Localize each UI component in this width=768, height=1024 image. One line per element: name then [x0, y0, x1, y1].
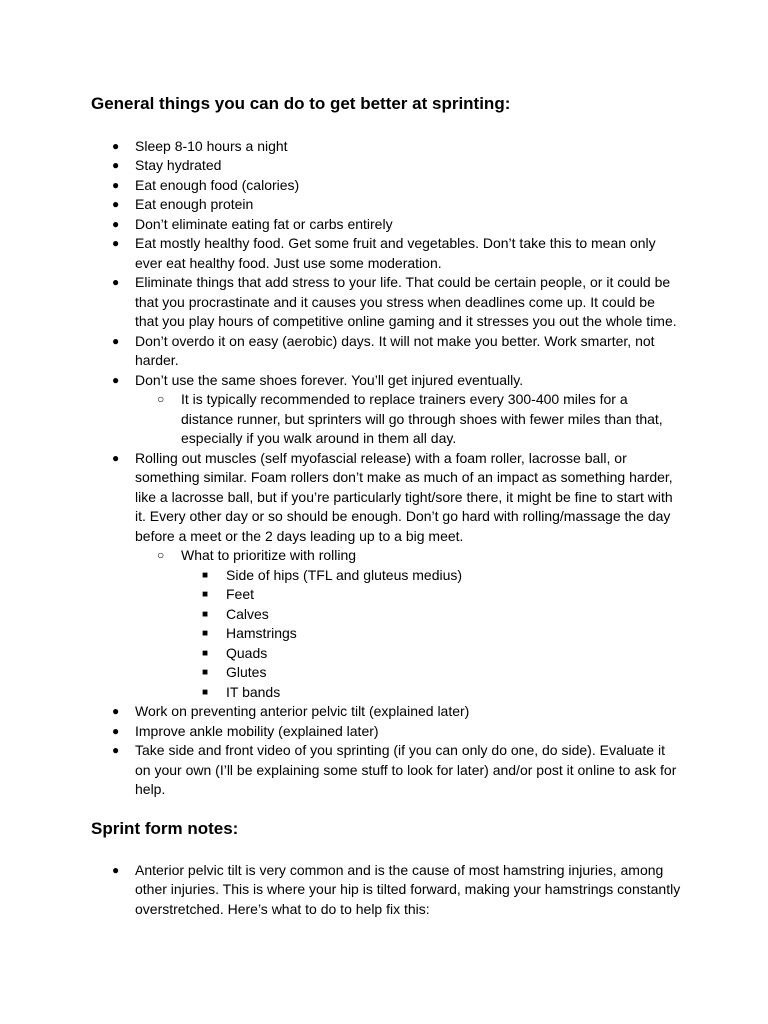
bullet-icon: ■ [202, 589, 209, 600]
list-item [0, 234, 681, 273]
list-item-text: Calves [226, 605, 269, 622]
bullet-icon: ● [112, 177, 120, 192]
bullet-icon: ■ [202, 667, 209, 678]
list-item-text: Sleep 8-10 hours a night [135, 137, 288, 154]
list-item-text: Take side and front video of you sprinting (if you can only do one, do side). Evaluate it on your own (I’ll be explaining some stuff to look for later) and/or post it online to ask for help. [135, 742, 677, 797]
list-item-text: Eat enough protein [135, 196, 254, 212]
list-item-text: Work on preventing anterior pelvic tilt (explained later) [135, 703, 470, 719]
bullet-icon: ● [112, 158, 120, 172]
bullet-icon: ○ [157, 548, 165, 562]
list-item-text: Don’t eliminate eating fat or carbs entirely [135, 215, 393, 232]
list-item [0, 449, 681, 547]
list-item [0, 663, 681, 683]
list-item-text: It is typically recommended to replace trainers every 300-400 miles for a distance runner, but sprinters will go through shoes with fewer miles than that, especially if you walk around in them all day. [181, 391, 663, 446]
bullet-icon: ● [112, 723, 120, 738]
list-item-text: Improve ankle mobility (explained later) [135, 722, 379, 739]
general-tips-list [0, 137, 681, 800]
list-item-text: Eat enough food (calories) [135, 176, 300, 193]
list-item [0, 215, 681, 235]
list-item [0, 273, 681, 332]
list-item [0, 176, 681, 196]
bullet-icon: ■ [202, 647, 209, 659]
list-item-text: Don’t use the same shoes forever. You’ll get injured eventually. [135, 371, 524, 388]
list-item-text: Side of hips (TFL and gluteus medius) [226, 566, 463, 583]
bullet-icon: ■ [202, 628, 209, 639]
list-item [0, 332, 681, 371]
list-item-text: Anterior pelvic tilt is very common and is the cause of most hamstring injuries, among other injuries. This is where your hip is tilted forward, making your hamstrings constantly overstretched. Here’s what to do to help fix this: [135, 861, 681, 917]
list-item [0, 546, 681, 566]
list-item [0, 156, 681, 176]
list-item-text: Don’t overdo it on easy (aerobic) days. It will not make you better. Work smarter, not harder. [135, 332, 655, 368]
list-item-text: Feet [226, 586, 255, 602]
bullet-icon: ● [112, 333, 120, 348]
list-item-text: Glutes [226, 664, 267, 680]
list-item [0, 585, 681, 605]
bullet-icon: ● [112, 704, 120, 718]
bullet-icon: ○ [157, 392, 165, 406]
list-item [0, 683, 681, 703]
bullet-icon: ● [112, 862, 120, 877]
section-heading-general: General things you can do to get better at sprinting: [91, 94, 511, 113]
section-heading-sprint-form: Sprint form notes: [91, 819, 239, 838]
bullet-icon: ● [112, 138, 120, 153]
list-item [0, 861, 681, 920]
list-item-text: Stay hydrated [135, 157, 222, 173]
list-item-text: Quads [226, 644, 268, 661]
sprint-form-notes-list [0, 861, 681, 920]
bullet-icon: ● [112, 372, 120, 387]
bullet-icon: ● [112, 216, 120, 231]
list-item-text: Rolling out muscles (self myofascial release) with a foam roller, lacrosse ball, or something similar. Foam rollers don’t make as much of an impact as something harder, like a lacrosse ball, but if you’re particularly tight/sore there, it might be fine to start with it. Every other day or so should be enough. Don’t go hard with rolling/massage the day before a meet or the 2 days leading up to a big meet. [135, 449, 673, 544]
bullet-icon: ■ [202, 569, 209, 581]
list-item-text: IT bands [226, 683, 281, 700]
list-item [0, 741, 681, 800]
list-item [0, 722, 681, 742]
list-item [0, 624, 681, 644]
list-item-text: Eat mostly healthy food. Get some fruit and vegetables. Don’t take this to mean only ever eat healthy food. Just use some moderation. [135, 235, 656, 271]
bullet-icon: ● [112, 450, 120, 465]
list-item [0, 644, 681, 664]
bullet-icon: ● [112, 236, 120, 250]
list-item-text: Eliminate things that add stress to your life. That could be certain people, or it could be that you procrastinate and it causes you stress when deadlines come up. It could be that you play hours of competitive online gaming and it stresses you out the whole time. [135, 274, 677, 329]
list-item [0, 390, 681, 449]
list-item-text: What to prioritize with rolling [181, 547, 357, 563]
list-item [0, 137, 681, 157]
bullet-icon: ● [112, 743, 120, 757]
list-item [0, 566, 681, 586]
bullet-icon: ● [112, 197, 120, 211]
bullet-icon: ■ [202, 686, 209, 698]
list-item [0, 702, 681, 722]
bullet-icon: ● [112, 275, 120, 289]
list-item-text: Hamstrings [226, 625, 297, 641]
list-item [0, 371, 681, 391]
list-item [0, 605, 681, 625]
bullet-icon: ■ [202, 608, 209, 620]
list-item [0, 195, 681, 215]
